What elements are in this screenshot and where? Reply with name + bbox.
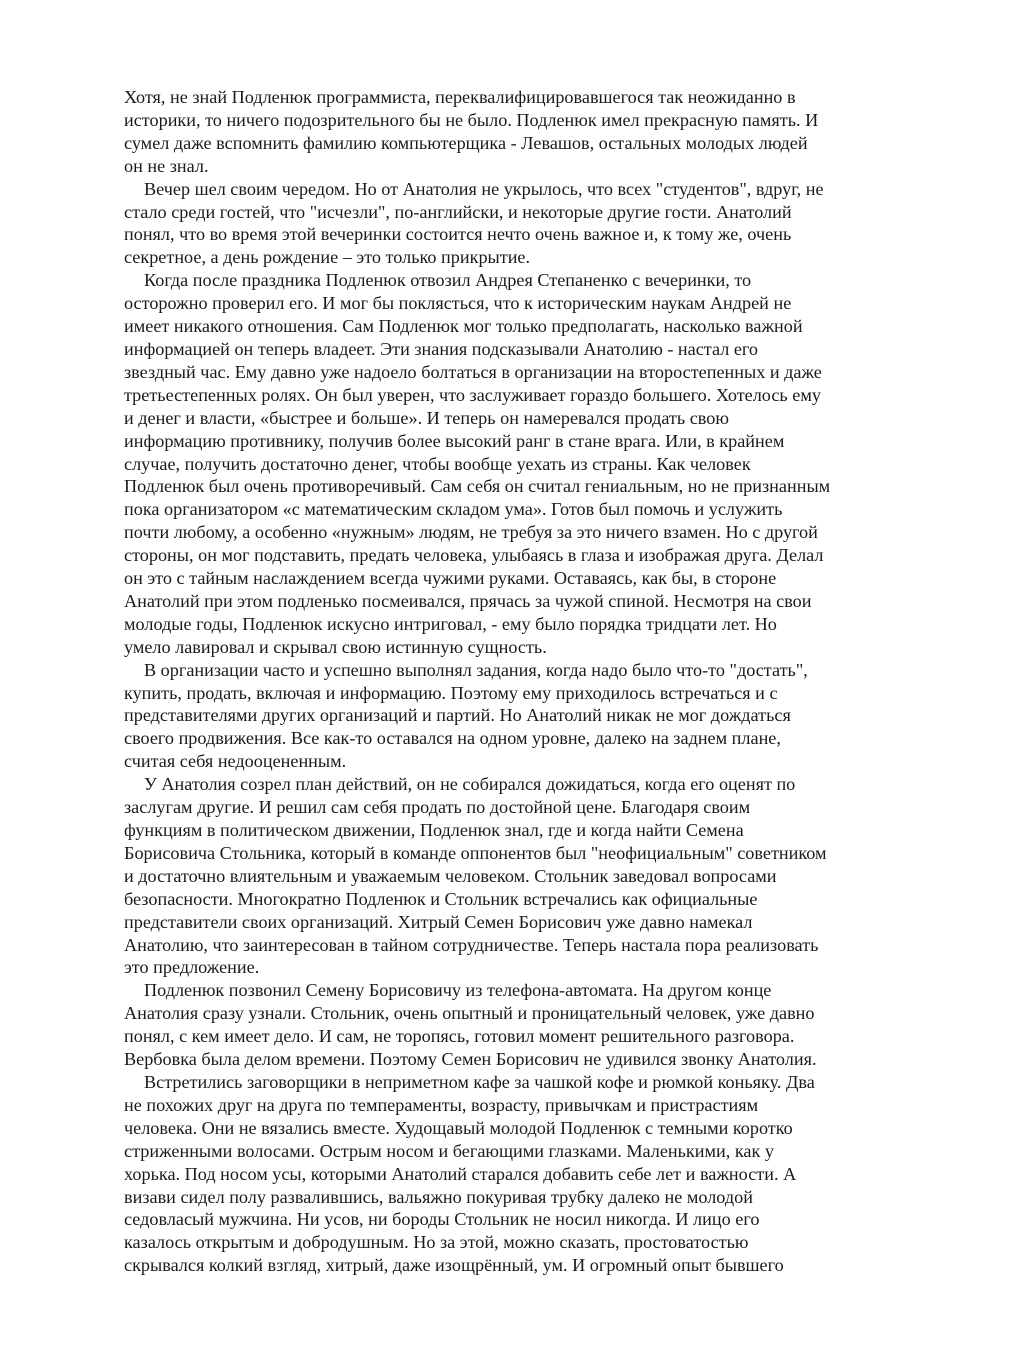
text-line: сумел даже вспомнить фамилию компьютерщика - Левашов, остальных молодых людей — [124, 132, 808, 153]
text-line: У Анатолия созрел план действий, он не собирался дожидаться, когда его оценят по — [144, 774, 796, 795]
text-line: хорька. Под носом усы, которыми Анатолий старался добавить себе лет и важности. А — [124, 1163, 797, 1184]
text-line: своего продвижения. Все как-то оставался на одном уровне, далеко на заднем плане, — [124, 728, 781, 749]
text-line: представителями других организаций и партий. Но Анатолий никак не мог дождаться — [124, 705, 791, 726]
text-line: функциям в политическом движении, Подленюк знал, где и когда найти Семена — [124, 820, 744, 840]
text-line: понял, что во время этой вечеринки состоится нечто очень важное и, к тому же, очень — [124, 224, 792, 245]
text-line: Когда после праздника Подленюк отвозил Андрея Степаненко с вечеринки, то — [144, 270, 752, 291]
text-line: третьестепенных ролях. Он был уверен, что заслуживает гораздо большего. Хотелось ему — [124, 384, 821, 405]
text-line: он не знал. — [124, 155, 209, 176]
text-line: Анатолий при этом подленько посмеивался, прячась за чужой спиной. Несмотря на свои — [124, 590, 812, 611]
text-line: не похожих друг на друга по темпераменты, возрасту, привычкам и пристрастиям — [124, 1094, 759, 1115]
text-line: умело лавировал и скрывал свою истинную сущность. — [124, 636, 547, 657]
text-line: секретное, а день рождение – это только прикрытие. — [124, 247, 531, 268]
text-line: Хотя, не знай Подленюк программиста, переквалифицировавшегося так неожиданно в — [124, 87, 796, 107]
text-line: историки, то ничего подозрительного бы не было. Подленюк имел прекрасную память. И — [124, 109, 819, 130]
paragraph — [124, 1071, 904, 1277]
text-line: и денег и власти, «быстрее и больше». И теперь он намеревался продать свою — [124, 407, 729, 428]
text-line: скрывался колкий взгляд, хитрый, даже изощрённый, ум. И огромный опыт бывшего — [124, 1255, 784, 1276]
text-line: купить, продать, включая и информацию. Поэтому ему приходилось встречаться и с — [124, 682, 778, 703]
text-line: визави сидел полу развалившись, вальяжно покуривая трубку далеко не молодой — [124, 1186, 753, 1207]
text-line: Анатолию, что заинтересован в тайном сотрудничестве. Теперь настала пора реализовать — [124, 934, 819, 955]
paragraph — [124, 86, 904, 178]
text-line: информацию противнику, получив более высокий ранг в стане врага. Или, в крайнем — [124, 430, 785, 451]
text-line: заслугам другие. И решил сам себя продать по достойной цене. Благодаря своим — [124, 797, 751, 818]
text-line: Борисовича Стольника, который в команде оппонентов был "неофициальным" советником — [124, 842, 827, 863]
text-line: Анатолия сразу узнали. Стольник, очень опытный и проницательный человек, уже давно — [124, 1003, 815, 1024]
text-line: осторожно проверил его. И мог бы поклясться, что к историческим наукам Андрей не — [124, 293, 792, 314]
text-line: понял, с кем имеет дело. И сам, не торопясь, готовил момент решительного разговора. — [124, 1026, 795, 1047]
document-page — [124, 86, 904, 1277]
text-line: Встретились заговорщики в неприметном кафе за чашкой кофе и рюмкой коньяку. Два — [144, 1071, 815, 1092]
text-line: случае, получить достаточно денег, чтобы вообще уехать из страны. Как человек — [124, 453, 751, 474]
text-line: безопасности. Многократно Подленюк и Стольник встречались как официальные — [124, 888, 758, 909]
text-line: Вербовка была делом времени. Поэтому Семен Борисович не удивился звонку Анатолия. — [124, 1049, 817, 1070]
text-line: Подленюк позвонил Семену Борисовичу из телефона-автомата. На другом конце — [144, 980, 772, 1001]
text-line: представители своих организаций. Хитрый Семен Борисович уже давно намекал — [124, 911, 753, 932]
paragraph — [124, 979, 904, 1071]
text-line: почти любому, а особенно «нужным» людям, не требуя за это ничего взамен. Но с другой — [124, 522, 818, 543]
text-line: он это с тайным наслаждением всегда чужими руками. Оставаясь, как бы, в стороне — [124, 568, 777, 589]
text-line: пока организатором «с математическим складом ума». Готов был помочь и услужить — [124, 499, 783, 520]
paragraph — [124, 773, 904, 979]
text-line: седовласый мужчина. Ни усов, ни бороды Стольник не носил никогда. И лицо его — [124, 1209, 760, 1230]
paragraph — [124, 178, 904, 270]
text-line: В организации часто и успешно выполнял задания, когда надо было что-то "достать", — [144, 659, 808, 680]
text-line: считая себя недооцененным. — [124, 751, 347, 772]
text-line: человека. Они не вязались вместе. Худощавый молодой Подленюк с темными коротко — [124, 1117, 793, 1138]
text-line: стриженными волосами. Острым носом и бегающими глазками. Маленькими, как у — [124, 1140, 774, 1161]
paragraph — [124, 269, 904, 658]
paragraph — [124, 659, 904, 774]
text-line: казалось открытым и добродушным. Но за этой, можно сказать, простоватостью — [124, 1232, 749, 1253]
text-line: информацией он теперь владеет. Эти знания подсказывали Анатолию - настал его — [124, 338, 759, 359]
text-line: молодые годы, Подленюк искусно интриговал, - ему было порядка тридцати лет. Но — [124, 613, 777, 634]
text-line: стало среди гостей, что "исчезли", по-английски, и некоторые другие гости. Анатолий — [124, 201, 792, 222]
text-line: стороны, он мог подставить, предать человека, улыбаясь в глаза и изображая друга. Делал — [124, 545, 824, 566]
text-line: это предложение. — [124, 957, 260, 978]
text-line: звездный час. Ему давно уже надоело болтаться в организации на второстепенных и даже — [124, 361, 822, 382]
text-line: Вечер шел своим чередом. Но от Анатолия не укрылось, что всех "студентов", вдруг, не — [144, 178, 824, 199]
text-line: имеет никакого отношения. Сам Подленюк мог только предполагать, насколько важной — [124, 316, 803, 337]
text-line: и достаточно влиятельным и уважаемым человеком. Стольник заведовал вопросами — [124, 865, 777, 886]
text-line: Подленюк был очень противоречивый. Сам себя он считал гениальным, но не признанным — [124, 476, 831, 497]
